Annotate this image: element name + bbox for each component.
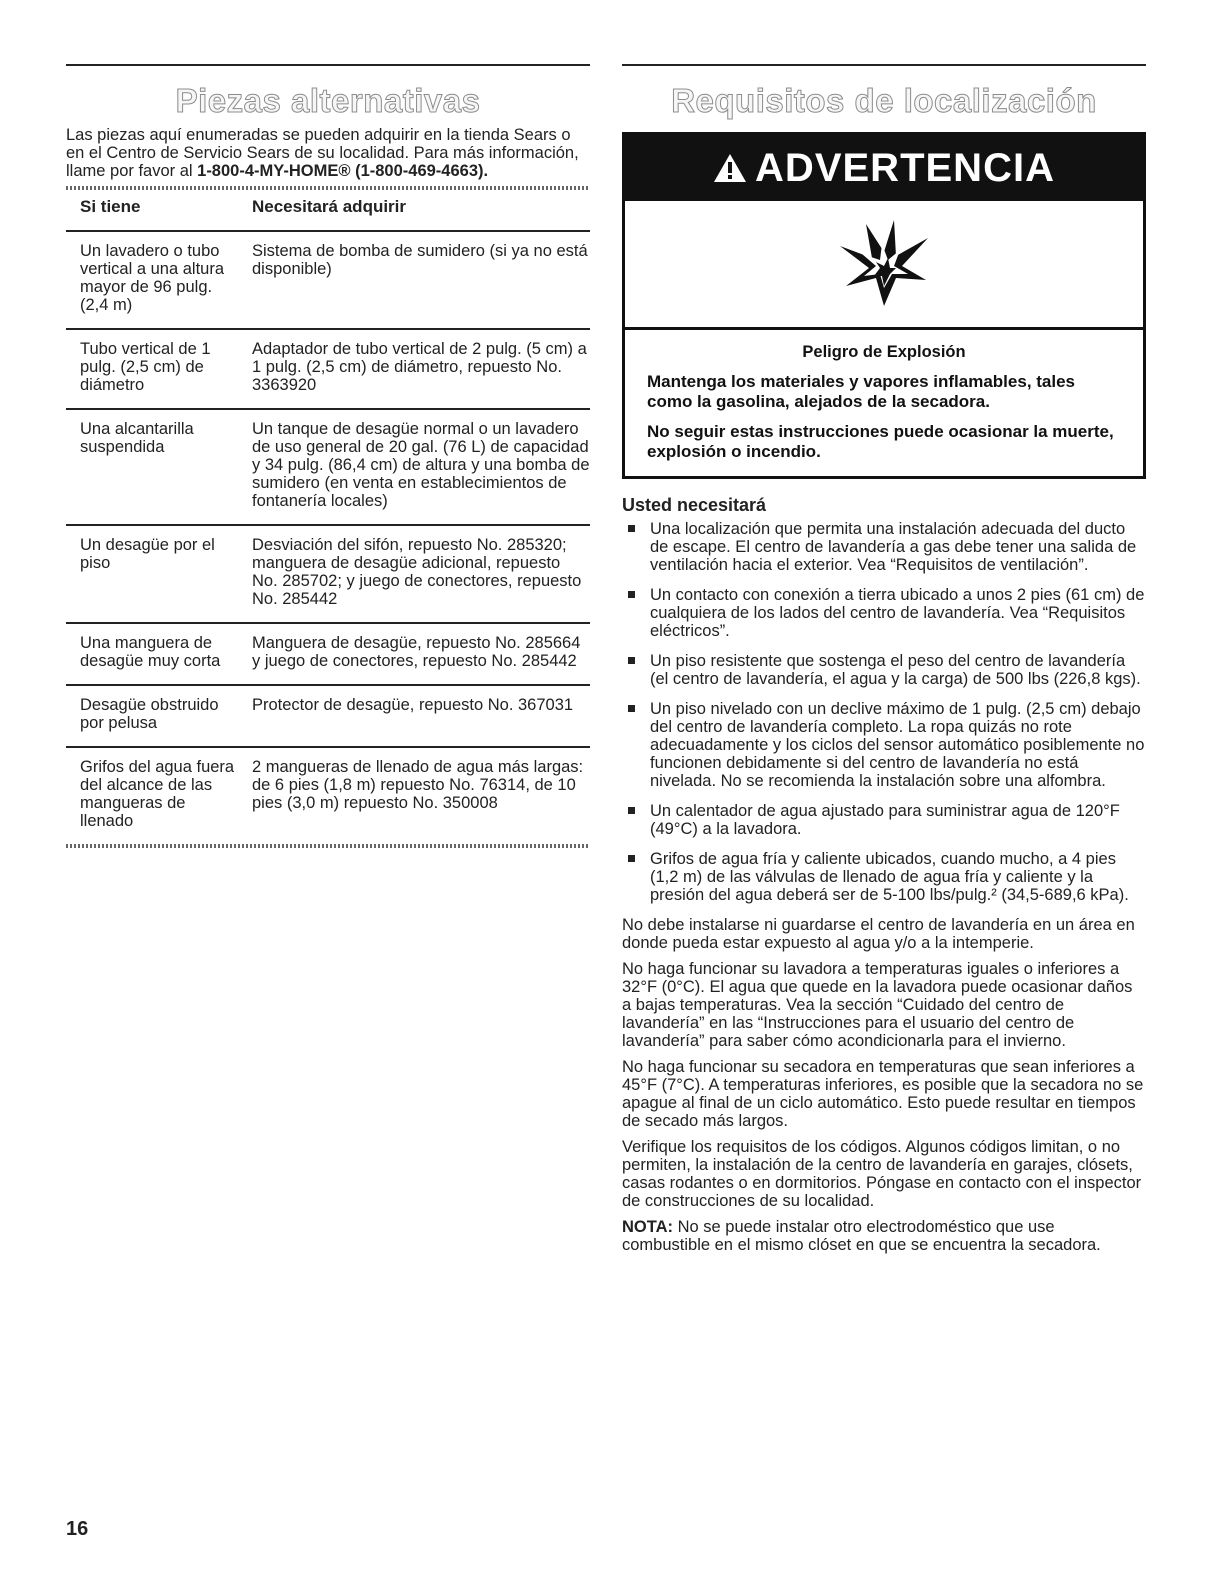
warning-line-1: Mantenga los materiales y vapores inflamables, tales como la gasolina, alejados de la secadora.: [647, 372, 1076, 411]
warning-box: [622, 132, 1146, 479]
paragraph-storage: No debe instalarse ni guardarse el centro de lavandería en un área en donde pueda estar expuesto al agua y/o a la intemperie.: [622, 916, 1135, 952]
table-cell-need: Protector de desagüe, repuesto No. 367031: [242, 685, 590, 747]
note-text: No se puede instalar otro electrodoméstico que use combustible en el mismo clóset en que se encuentra la secadora.: [622, 1218, 1101, 1254]
table-cell-have: Un desagüe por el piso: [66, 525, 242, 623]
list-item-text: Un contacto con conexión a tierra ubicado a unos 2 pies (61 cm) de cualquiera de los lados del centro de lavandería. Vea “Requisitos eléctricos”.: [650, 586, 1145, 640]
list-item-text: Un calentador de agua ajustado para suministrar agua de 120°F (49°C) a la lavadora.: [650, 802, 1120, 838]
table-header-row: [66, 194, 590, 231]
list-item: [622, 652, 1146, 688]
table-row: [66, 525, 590, 623]
paragraph-washer-temperature: No haga funcionar su lavadora a temperaturas iguales o inferiores a 32°F (0°C). El agua que quede en la lavadora puede ocasionar daños a bajas temperaturas. Vea la sección “Cuidado del centro de lavandería” en las “Instrucciones para el usuario del centro de lavandería” para saber cómo acondicionarla para el invierno.: [622, 960, 1133, 1050]
table-cell-have: Un lavadero o tubo vertical a una altura mayor de 96 pulg. (2,4 m): [66, 231, 242, 329]
warning-triangle-icon: [713, 137, 747, 203]
table-row: [66, 623, 590, 685]
square-bullet-icon: [628, 705, 635, 712]
table-cell-have: Grifos del agua fuera del alcance de las mangueras de llenado: [80, 758, 235, 830]
intro-phone: 1-800-4-MY-HOME® (1-800-469-4663).: [197, 162, 489, 180]
intro-paragraph: [66, 126, 590, 180]
table-row: [66, 409, 590, 525]
table-cell-need: Manguera de desagüe, repuesto No. 285664 y juego de conectores, repuesto No. 285442: [242, 623, 590, 685]
square-bullet-icon: [628, 657, 635, 664]
dotted-rule-bottom: [66, 844, 590, 848]
list-item: [622, 802, 1146, 838]
list-item-text: Grifos de agua fría y caliente ubicados, cuando mucho, a 4 pies (1,2 m) de las válvulas de llenado de agua fría y caliente y la presión del agua deberá ser de 5-100 lbs/pulg.² (34,5-689,6 kPa).: [650, 850, 1129, 904]
square-bullet-icon: [628, 591, 635, 598]
square-bullet-icon: [628, 525, 635, 532]
table-header-need: Necesitará adquirir: [242, 194, 590, 231]
left-column: [66, 64, 590, 848]
page-number: 16: [66, 1518, 89, 1540]
intro-text: Las piezas aquí enumeradas se pueden adquirir en la tienda Sears o en el Centro de Servicio Sears de su localidad. Para más información, llame por favor al: [66, 126, 579, 180]
note-paragraph: [622, 1218, 1146, 1254]
list-item: [622, 700, 1146, 790]
explosion-icon-area: [625, 201, 1143, 327]
section-title-location-requirements: Requisitos de localización: [671, 82, 1097, 119]
right-column: [622, 64, 1146, 1262]
table-header-have: Si tiene: [66, 194, 242, 231]
list-item: [622, 586, 1146, 640]
table-row: [66, 231, 590, 329]
table-cell-need: 2 mangueras de llenado de agua más largas: de 6 pies (1,8 m) repuesto No. 76314, de 10 pies (3,0 m) repuesto No. 350008: [252, 758, 584, 812]
table-cell-need: Desviación del sifón, repuesto No. 285320; manguera de desagüe adicional, repuesto No. 285702; y juego de conectores, repuesto No. 285442: [242, 525, 590, 623]
table-cell-have: Tubo vertical de 1 pulg. (2,5 cm) de diámetro: [66, 329, 242, 409]
paragraph-dryer-temperature: No haga funcionar su secadora en temperaturas que sean inferiores a 45°F (7°C). A temperaturas inferiores, es posible que la secadora no se apague al final de un ciclo automático. Esto puede resultar en tiempos de secado más largos.: [622, 1058, 1144, 1130]
section-title-alternative-parts: Piezas alternativas: [175, 82, 481, 119]
square-bullet-icon: [628, 807, 635, 814]
table-cell-need: Sistema de bomba de sumidero (si ya no está disponible): [242, 231, 590, 329]
paragraph-codes: Verifique los requisitos de los códigos. Algunos códigos limitan, o no permiten, la instalación de la centro de lavandería en garajes, clósets, casas rodantes o en dormitorios. Póngase en contacto con el inspector de construcciones de su localidad.: [622, 1138, 1142, 1210]
explosion-icon: [836, 216, 932, 312]
warning-header: [625, 135, 1143, 201]
table-cell-have: Desagüe obstruido por pelusa: [66, 685, 242, 747]
square-bullet-icon: [628, 855, 635, 862]
top-rule-right: [622, 64, 1146, 66]
list-item: [622, 520, 1146, 574]
warning-header-text: ADVERTENCIA: [755, 146, 1055, 190]
list-item: [622, 850, 1146, 904]
requirements-list: [622, 520, 1146, 904]
dotted-rule-top: [66, 186, 590, 190]
table-cell-need: Un tanque de desagüe normal o un lavadero de uso general de 20 gal. (76 L) de capacidad y 34 pulg. (86,4 cm) de altura y una bomba de sumidero (en venta en establecimientos de fontanería locales): [242, 409, 590, 525]
table-cell-need: Adaptador de tubo vertical de 2 pulg. (5 cm) a 1 pulg. (2,5 cm) de diámetro, repuesto No. 3363920: [242, 329, 590, 409]
top-rule-left: [66, 64, 590, 66]
list-item-text: Un piso resistente que sostenga el peso del centro de lavandería (el centro de lavandería, el agua y la carga) de 500 lbs (226,8 kgs).: [650, 652, 1141, 688]
note-label: NOTA:: [622, 1218, 674, 1236]
warning-body: [625, 330, 1143, 476]
list-item-text: Una localización que permita una instalación adecuada del ducto de escape. El centro de lavandería a gas debe tener una salida de ventilación hacia el exterior. Vea “Requisitos de ventilación”.: [650, 520, 1137, 574]
table-cell-have: Una alcantarilla suspendida: [66, 409, 242, 525]
warning-line-2: No seguir estas instrucciones puede ocasionar la muerte, explosión o incendio.: [647, 422, 1114, 461]
parts-table: [66, 194, 590, 844]
table-cell-have: Una manguera de desagüe muy corta: [66, 623, 242, 685]
need-heading: Usted necesitará: [622, 495, 767, 515]
list-item-text: Un piso nivelado con un declive máximo de 1 pulg. (2,5 cm) debajo del centro de lavandería completo. La ropa quizás no rote adecuadamente y los ciclos del sensor automático posiblemente no funcionen debidamente si del centro de lavandería no está nivelada. No se recomienda la instalación sobre una alfombra.: [650, 700, 1145, 790]
table-row: [66, 329, 590, 409]
table-row: [66, 685, 590, 747]
table-row: [66, 747, 590, 844]
hazard-title: Peligro de Explosión: [802, 343, 966, 361]
